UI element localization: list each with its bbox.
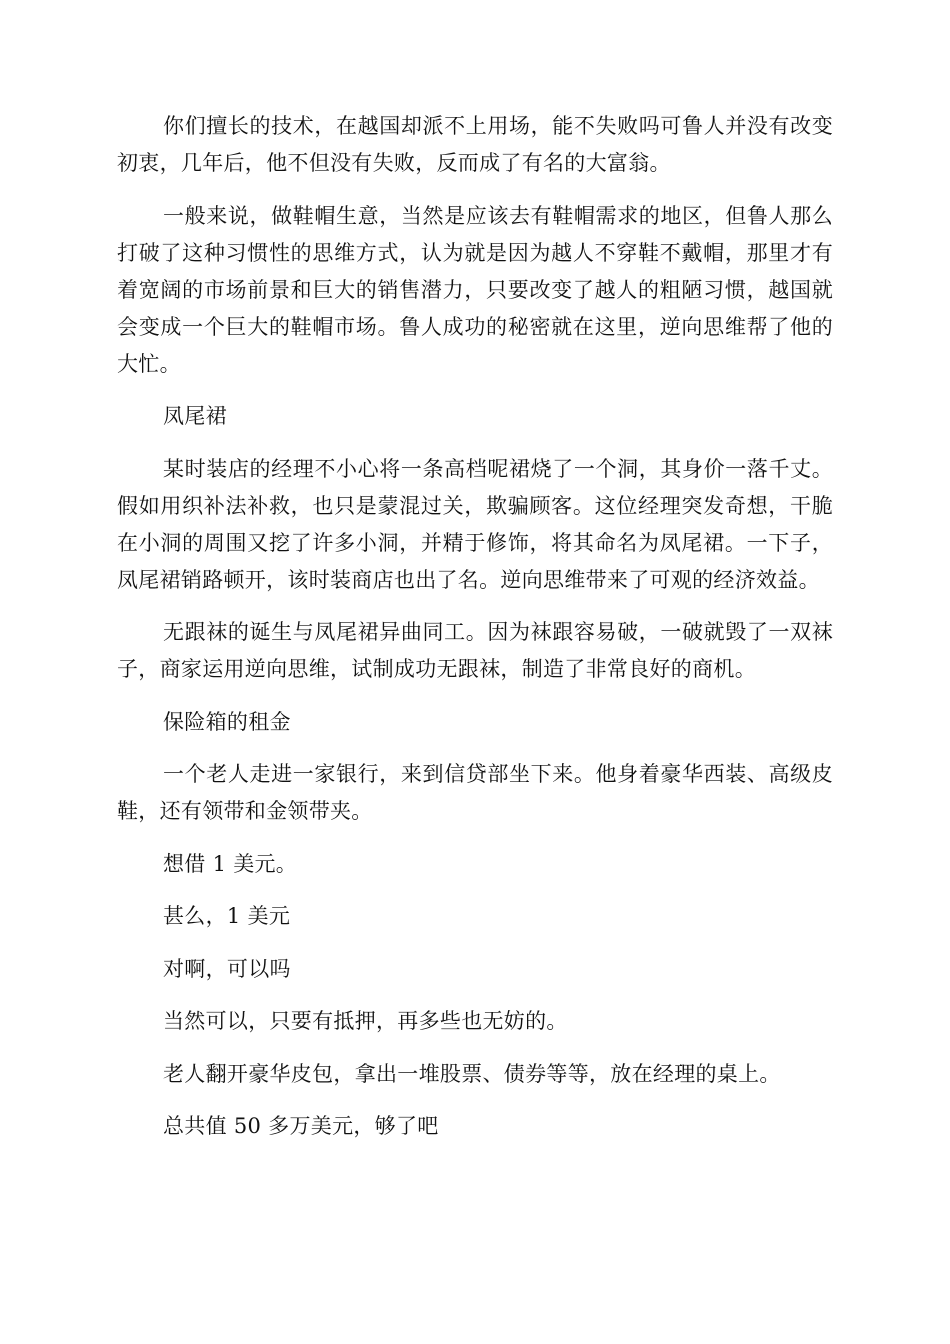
paragraph-4: 无跟袜的诞生与凤尾裙异曲同工。因为袜跟容易破，一破就毁了一双袜子，商家运用逆向思维，试制成功无跟袜，制造了非常良好的商机。	[117, 620, 833, 681]
dialogue-line-4: 当然可以，只要有抵押，再多些也无妨的。	[163, 1009, 568, 1033]
document-page	[117, 108, 833, 1161]
dialogue-line-2: 甚么，1 美元	[163, 904, 291, 928]
section-heading-safe-rent: 保险箱的租金	[163, 709, 291, 734]
section-heading-phoenix-skirt: 凤尾裙	[163, 404, 227, 428]
paragraph-6: 老人翻开豪华皮包，拿出一堆股票、债券等等，放在经理的桌上。	[163, 1061, 781, 1086]
dialogue-line-1: 想借 1 美元。	[163, 851, 298, 876]
dialogue-line-3: 对啊，可以吗	[163, 956, 291, 981]
paragraph-3: 某时装店的经理不小心将一条高档呢裙烧了一个洞，其身价一落千丈。假如用织补法补救，也只是蒙混过关，欺骗顾客。这位经理突发奇想，干脆在小洞的周围又挖了许多小洞，并精于修饰，将其命名为凤尾裙。一下子，凤尾裙销路顿开，该时装商店也出了名。逆向思维带来了可观的经济效益。	[117, 456, 833, 592]
paragraph-1: 你们擅长的技术，在越国却派不上用场，能不失败吗可鲁人并没有改变初衷，几年后，他不但没有失败，反而成了有名的大富翁。	[117, 114, 833, 175]
paragraph-2: 一般来说，做鞋帽生意，当然是应该去有鞋帽需求的地区，但鲁人那么打破了这种习惯性的思维方式，认为就是因为越人不穿鞋不戴帽，那里才有着宽阔的市场前景和巨大的销售潜力，只要改变了越人的粗陋习惯，越国就会变成一个巨大的鞋帽市场。鲁人成功的秘密就在这里，逆向思维帮了他的大忙。	[117, 203, 833, 376]
paragraph-5: 一个老人走进一家银行，来到信贷部坐下来。他身着豪华西装、高级皮鞋，还有领带和金领带夹。	[117, 762, 833, 823]
dialogue-line-5: 总共值 50 多万美元，够了吧	[163, 1114, 439, 1138]
